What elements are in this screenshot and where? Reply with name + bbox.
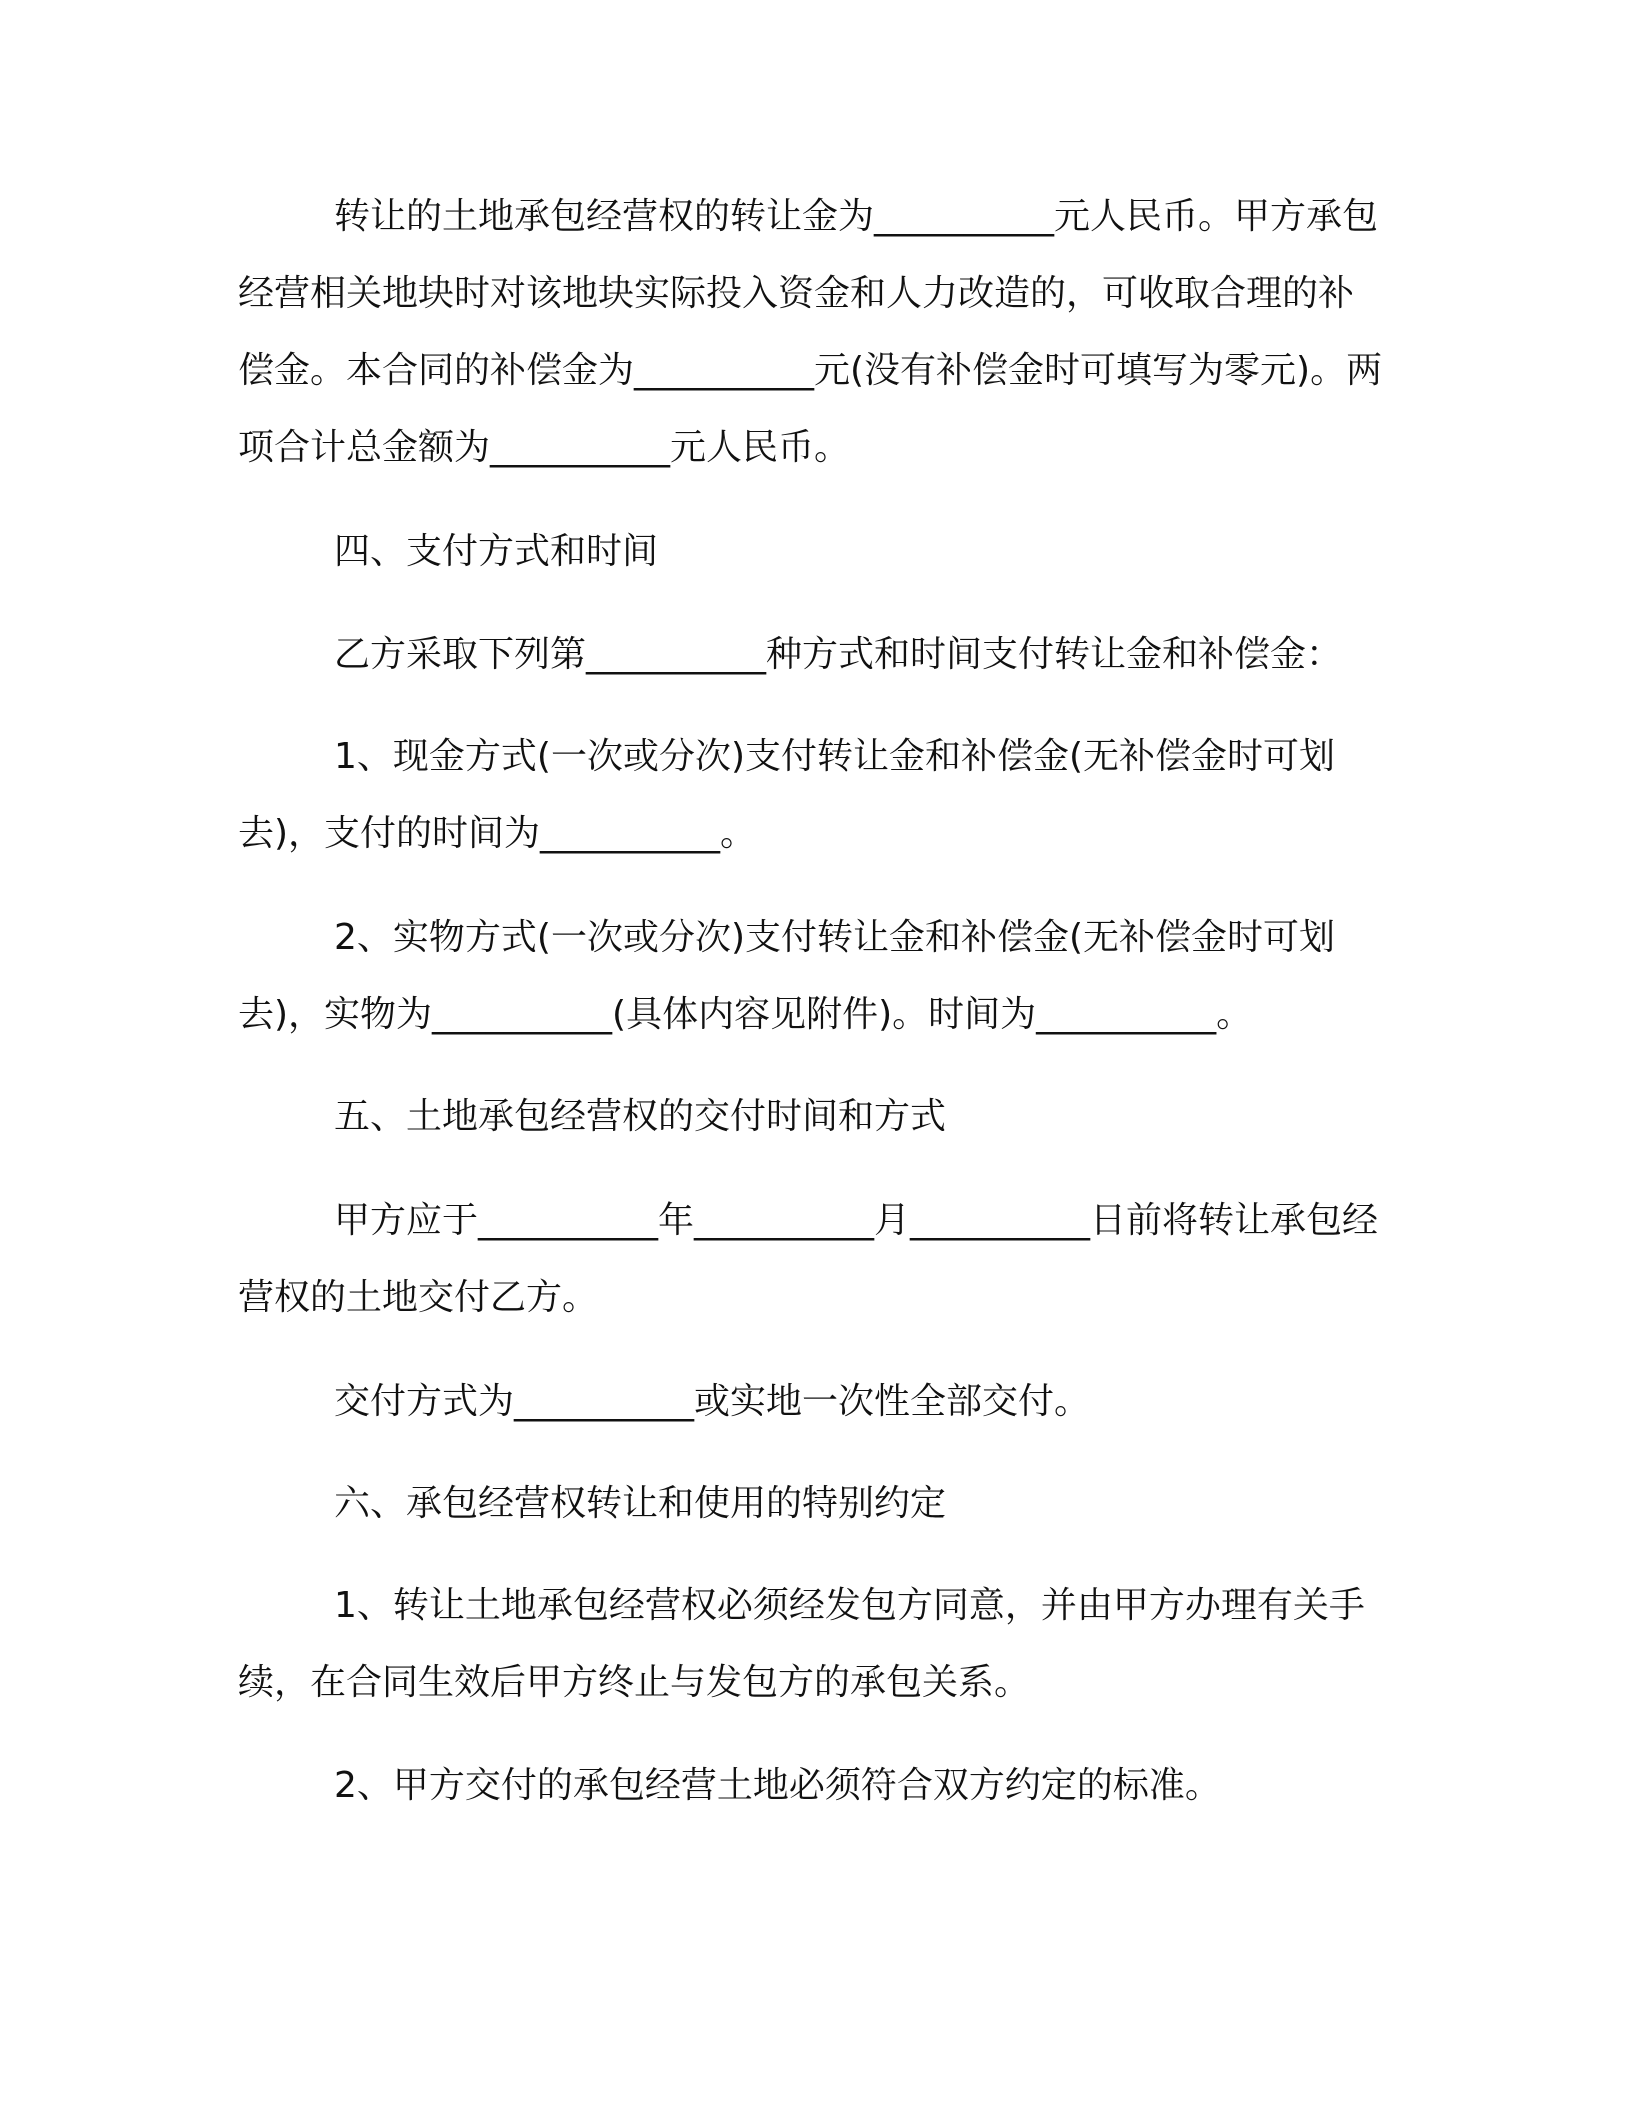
paragraph-in-kind-payment: 2、实物方式(一次或分次)支付转让金和补偿金(无补偿金时可划去)，实物为__________(具体内容见附件)。时间为__________。	[238, 917, 1336, 1035]
paragraph-cash-payment: 1、现金方式(一次或分次)支付转让金和补偿金(无补偿金时可划去)，支付的时间为__________。	[238, 736, 1336, 854]
paragraph-delivery-date: 甲方应于__________年__________月__________日前将转让承包经营权的土地交付乙方。	[238, 1200, 1379, 1318]
paragraph-delivery-method: 交付方式为__________或实地一次性全部交付。	[334, 1381, 1091, 1422]
paragraph-payment-choice: 乙方采取下列第__________种方式和时间支付转让金和补偿金：	[334, 634, 1343, 675]
heading-delivery: 五、土地承包经营权的交付时间和方式	[334, 1096, 947, 1137]
document-page	[238, 0, 1388, 2112]
heading-payment-method: 四、支付方式和时间	[334, 531, 659, 572]
heading-special-terms: 六、承包经营权转让和使用的特别约定	[334, 1483, 947, 1524]
paragraph-term-2: 2、甲方交付的承包经营土地必须符合双方约定的标准。	[334, 1765, 1221, 1806]
paragraph-term-1: 1、转让土地承包经营权必须经发包方同意，并由甲方办理有关手续，在合同生效后甲方终止与发包方的承包关系。	[238, 1585, 1365, 1703]
paragraph-transfer-fee: 转让的土地承包经营权的转让金为__________元人民币。甲方承包经营相关地块时对该地块实际投入资金和人力改造的，可收取合理的补偿金。本合同的补偿金为__________元(没有补偿金时可填写为零元)。两项合计总金额为__________元人民币。	[238, 196, 1383, 468]
